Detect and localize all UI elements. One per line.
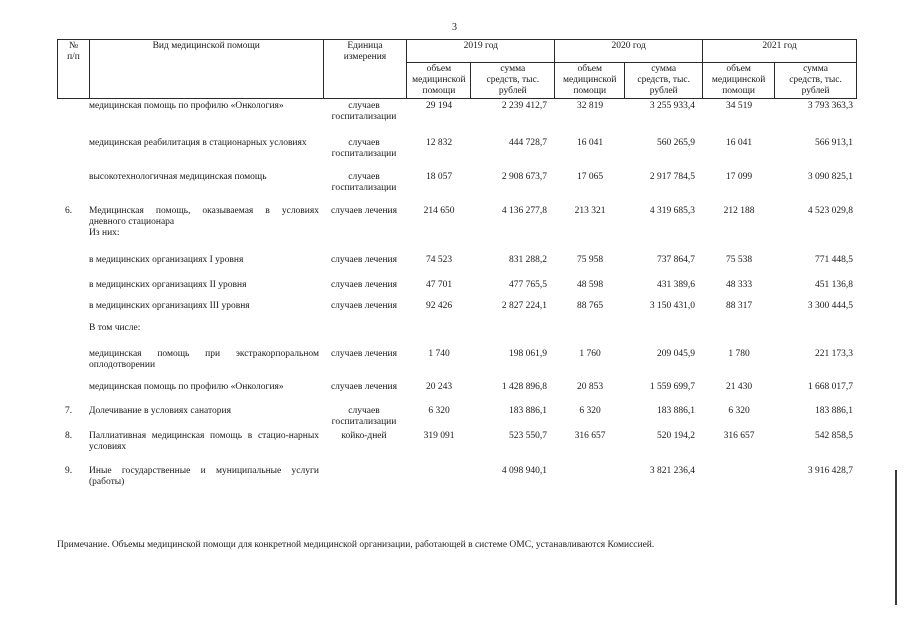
row-sum-2019: 183 886,1 [509, 406, 547, 416]
row-name: медицинская помощь при экстракорпоральном оплодотворении [89, 349, 319, 370]
row-volume-2019: 18 057 [425, 172, 453, 182]
row-sum-2021: 3 916 428,7 [807, 466, 853, 476]
row-number: 8. [65, 431, 73, 441]
row-sum-2019: 2 827 224,1 [501, 301, 547, 311]
row-volume-2019: 214 650 [423, 206, 455, 216]
col-num-header: № п/п [58, 40, 90, 99]
row-sum-2021: 4 523 029,8 [807, 206, 853, 216]
row-volume-2021: 88 317 [725, 301, 753, 311]
row-sum-2020: 4 319 685,3 [649, 206, 695, 216]
row-volume-2020: 1 760 [579, 349, 601, 359]
row-volume-2020: 6 320 [579, 406, 601, 416]
row-sum-2020: 3 821 236,4 [649, 466, 695, 476]
row-volume-2020: 213 321 [574, 206, 606, 216]
row-volume-2020: 48 598 [576, 280, 604, 290]
row-unit: случаев госпитализации [331, 101, 397, 122]
col-type-header: Вид медицинской помощи [89, 40, 323, 99]
row-sum-2019: 831 288,2 [509, 255, 547, 265]
row-name: медицинская помощь по профилю «Онкология» [89, 382, 284, 392]
row-unit: случаев лечения [330, 349, 398, 359]
row-sum-2021: 566 913,1 [815, 138, 853, 148]
row-sum-2019: 4 098 940,1 [501, 466, 547, 476]
row-sum-2020: 560 265,9 [657, 138, 695, 148]
row-volume-2019: 1 740 [428, 349, 450, 359]
row-volume-2020: 20 853 [576, 382, 604, 392]
row-volume-2020: 88 765 [576, 301, 604, 311]
row-volume-2020: 75 958 [576, 255, 604, 265]
sum-2019-header: сумма средств, тыс. рублей [471, 63, 555, 99]
row-volume-2020: 32 819 [576, 101, 604, 111]
volume-2019-header: объем медицинской помощи [407, 63, 471, 99]
row-name: в медицинских организациях III уровня [89, 301, 250, 311]
row-sum-2019: 1 428 896,8 [501, 382, 547, 392]
scan-edge-mark [895, 470, 897, 605]
row-sum-2019: 198 061,9 [509, 349, 547, 359]
row-unit: случаев лечения [330, 280, 398, 290]
row-unit: случаев лечения [330, 382, 398, 392]
row-name: в медицинских организациях II уровня [89, 280, 247, 290]
year-2019-header: 2019 год [407, 40, 555, 63]
row-sum-2019: 477 765,5 [509, 280, 547, 290]
row-volume-2019: 92 426 [425, 301, 453, 311]
row-volume-2020: 16 041 [576, 138, 604, 148]
row-volume-2021: 16 041 [725, 138, 753, 148]
sum-2021-header: сумма средств, тыс. рублей [775, 63, 857, 99]
year-2020-header: 2020 год [555, 40, 703, 63]
row-sum-2020: 737 864,7 [657, 255, 695, 265]
row-volume-2019: 47 701 [425, 280, 453, 290]
row-volume-2019: 20 243 [425, 382, 453, 392]
row-sum-2019: 4 136 277,8 [501, 206, 547, 216]
table-header [57, 39, 857, 99]
volume-2021-header: объем медицинской помощи [703, 63, 775, 99]
row-name: высокотехнологичная медицинская помощь [89, 172, 267, 182]
row-volume-2021: 34 519 [725, 101, 753, 111]
row-name: Иные государственные и муниципальные услуги (работы) [89, 466, 319, 487]
row-sum-2020: 209 045,9 [657, 349, 695, 359]
row-volume-2021: 6 320 [728, 406, 750, 416]
row-sum-2020: 183 886,1 [657, 406, 695, 416]
row-unit: койко-дней [341, 431, 387, 441]
row-sum-2020: 2 917 784,5 [649, 172, 695, 182]
row-volume-2021: 1 780 [728, 349, 750, 359]
row-name: медицинская реабилитация в стационарных условиях [89, 138, 307, 148]
row-name: Долечивание в условиях санатория [89, 406, 231, 416]
row-volume-2021: 21 430 [725, 382, 753, 392]
row-unit: случаев лечения [330, 301, 398, 311]
row-name: Паллиативная медицинская помощь в стацио-нарных условиях [89, 431, 319, 452]
row-sum-2021: 183 886,1 [815, 406, 853, 416]
row-volume-2021: 75 538 [725, 255, 753, 265]
row-sum-2020: 431 389,6 [657, 280, 695, 290]
row-unit: случаев госпитализации [331, 172, 397, 193]
row-number: 9. [65, 466, 73, 476]
row-volume-2021: 316 657 [723, 431, 755, 441]
row-name: медицинская помощь по профилю «Онкология» [89, 101, 284, 111]
row-name: в медицинских организациях I уровня [89, 255, 244, 265]
row-sum-2021: 451 136,8 [815, 280, 853, 290]
row-unit: случаев лечения [330, 255, 398, 265]
row-sum-2021: 1 668 017,7 [807, 382, 853, 392]
row-sum-2021: 3 090 825,1 [807, 172, 853, 182]
row-unit: случаев лечения [330, 206, 398, 216]
row-number: 7. [65, 406, 73, 416]
year-2021-header: 2021 год [703, 40, 857, 63]
row-volume-2020: 17 065 [576, 172, 604, 182]
row-volume-2021: 48 333 [725, 280, 753, 290]
row-volume-2019: 74 523 [425, 255, 453, 265]
footnote: Примечание. Объемы медицинской помощи для конкретной медицинской организации, работающей в системе ОМС, устанавливаются Комиссией. [57, 540, 655, 550]
row-sum-2019: 523 550,7 [509, 431, 547, 441]
sum-2020-header: сумма средств, тыс. рублей [625, 63, 703, 99]
row-volume-2019: 319 091 [423, 431, 455, 441]
page-number: 3 [452, 22, 457, 33]
row-sum-2021: 3 300 444,5 [807, 301, 853, 311]
row-sum-2019: 2 908 673,7 [501, 172, 547, 182]
row-sum-2021: 3 793 363,3 [807, 101, 853, 111]
row-volume-2021: 212 188 [723, 206, 755, 216]
row-unit: случаев госпитализации [331, 138, 397, 159]
row-sum-2021: 542 858,5 [815, 431, 853, 441]
row-name: В том числе: [89, 323, 141, 333]
row-name: Медицинская помощь, оказываемая в условиях дневного стационара Из них: [89, 206, 319, 238]
row-unit: случаев госпитализации [331, 406, 397, 427]
row-number: 6. [65, 206, 73, 216]
row-volume-2019: 29 194 [425, 101, 453, 111]
row-volume-2021: 17 099 [725, 172, 753, 182]
row-sum-2021: 221 173,3 [815, 349, 853, 359]
row-sum-2021: 771 448,5 [815, 255, 853, 265]
row-sum-2020: 1 559 699,7 [649, 382, 695, 392]
row-sum-2019: 444 728,7 [509, 138, 547, 148]
row-volume-2019: 6 320 [428, 406, 450, 416]
row-sum-2020: 3 255 933,4 [649, 101, 695, 111]
col-unit-header: Единица измерения [323, 40, 407, 99]
row-sum-2020: 520 194,2 [657, 431, 695, 441]
row-sum-2019: 2 239 412,7 [501, 101, 547, 111]
row-volume-2020: 316 657 [574, 431, 606, 441]
volume-2020-header: объем медицинской помощи [555, 63, 625, 99]
row-volume-2019: 12 832 [425, 138, 453, 148]
row-sum-2020: 3 150 431,0 [649, 301, 695, 311]
